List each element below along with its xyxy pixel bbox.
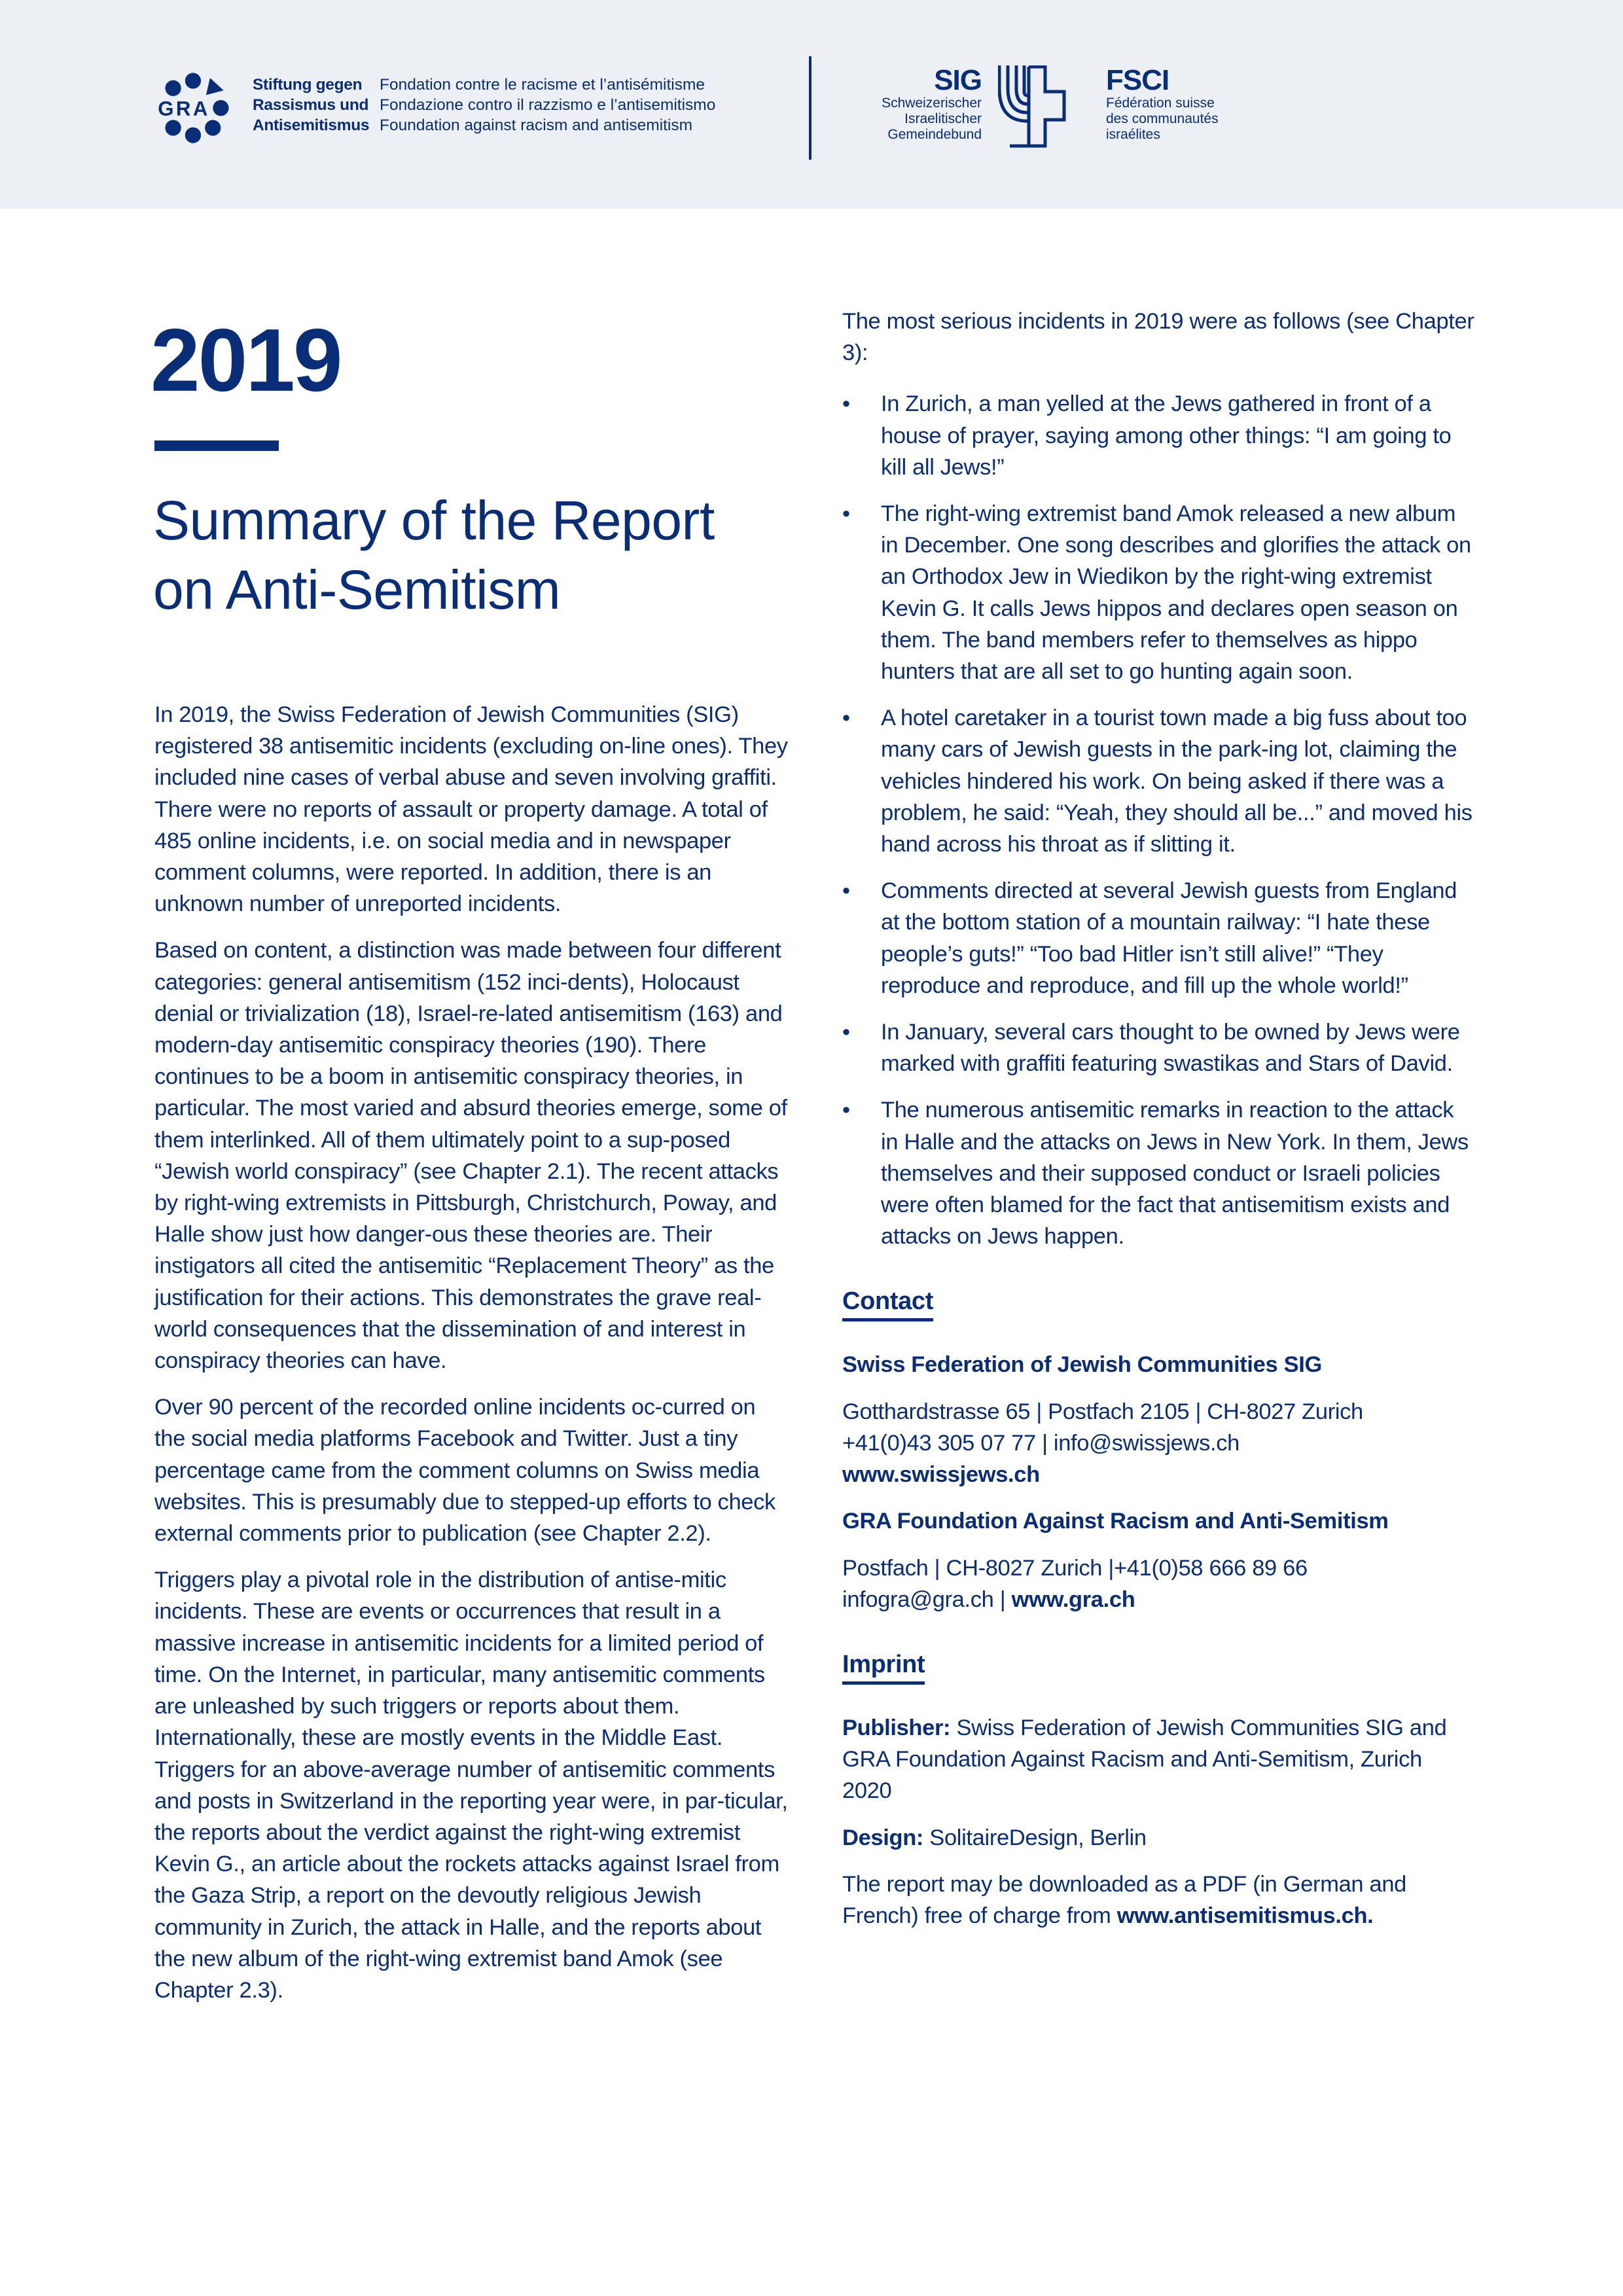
list-item-text: Comments directed at several Jewish guests from England at the bottom station of a mountain railway: “I hate these people’s guts!” “Too bad Hitler isn’t still alive!” “They reproduce and reproduce, and fill up the whole world!” (881, 878, 1457, 998)
bullet-icon: • (842, 391, 850, 417)
paragraph: Triggers play a pivotal role in the distribution of antise-mitic incidents. These are events or occurrences that result in a massive increase in antisemitic incidents for a limited period of time. On the Internet, in particular, many antisemitic comments are unleashed by such triggers or reports about them. Internationally, these are mostly events in the Middle East. Triggers for an above-average number of antisemitic comments and posts in Switzerland in the reporting year were, in par-ticular, the reports about the verdict against the right-wing extremist Kevin G., an article about the rockets attacks against Israel from the Gaza Strip, a report on the devoutly religious Jewish community in Zurich, the attack in Halle, and the reports about the new album of the right-wing extremist band Amok (see Chapter 2.3). (154, 1568, 788, 2003)
bullet-icon: • (842, 706, 850, 731)
bullet-icon: • (842, 501, 850, 527)
sig-sub-2: Israelitischer (904, 111, 982, 126)
sig-sub-3: Gemeindebund (887, 127, 982, 142)
list-item (842, 875, 1476, 1001)
sig-org-name: Swiss Federation of Jewish Communities SIG (842, 1352, 1322, 1378)
fsci-sub-1: Fédération suisse (1106, 96, 1215, 111)
list-item (842, 388, 1476, 483)
fsci-title: FSCI (1106, 64, 1169, 96)
title-rule (154, 440, 279, 451)
report-year: 2019 (151, 310, 341, 410)
paragraph: In 2019, the Swiss Federation of Jewish Communities (SIG) registered 38 antisemitic incidents (excluding on-line ones). They included nine cases of verbal abuse and seven involving graffiti. There were no reports of assault or property damage. A total of 485 online incidents, i.e. on social media and in newspaper comment columns, were reported. In addition, there is an unknown number of unreported incidents. (154, 702, 788, 917)
left-column (154, 699, 788, 2021)
list-item-text: In Zurich, a man yelled at the Jews gathered in front of a house of prayer, saying among other things: “I am going to kill all Jews!” (881, 391, 1452, 480)
gra-address-phone: Postfach | CH-8027 Zurich |+41(0)58 666 89 66 (842, 1555, 1308, 1581)
paragraph: Over 90 percent of the recorded online incidents oc-curred on the social media platforms Facebook and Twitter. Just a tiny percentage came from the comment columns on Swiss media websites. This is presumably due to stepped-up efforts to check external comments prior to publication (see Chapter 2.2). (154, 1395, 776, 1547)
gra-name-de-1: Stiftung gegen (253, 76, 363, 94)
list-item-text: In January, several cars thought to be owned by Jews were marked with graffiti featuring swastikas and Stars of David. (881, 1020, 1460, 1077)
list-item-text: The numerous antisemitic remarks in reaction to the attack in Halle and the attacks on Jews in New York. In them, Jews themselves and their supposed conduct or Israeli policies were often blamed for the fact that antisemitism exists and attacks on Jews happen. (881, 1098, 1469, 1249)
sig-logo-text (812, 65, 982, 143)
list-item-text: The right-wing extremist band Amok released a new album in December. One song describes and glorifies the attack on an Orthodox Jew in Wiedikon by the right-wing extremist Kevin G. It calls Jews hippos and declares open season on them. The band members refer to themselves as hippo hunters that are all set to go hunting again soon. (881, 501, 1471, 685)
list-item (842, 498, 1476, 687)
gra-org-name: GRA Foundation Against Racism and Anti-Semitism (842, 1509, 1389, 1534)
list-item (842, 1016, 1476, 1079)
sig-contact (842, 1396, 1476, 1491)
incident-list (842, 388, 1476, 1252)
sig-phone-email[interactable]: +41(0)43 305 07 77 | info@swissjews.ch (842, 1430, 1240, 1456)
design-label: Design: (842, 1825, 924, 1850)
fsci-sub-3: israélites (1106, 127, 1160, 142)
gra-logo-icon (154, 65, 240, 151)
gra-name-de-3: Antisemitismus (253, 117, 370, 134)
list-item (842, 1094, 1476, 1252)
fsci-logo-text (1106, 65, 1276, 143)
imprint-download (842, 1869, 1476, 1931)
bullet-icon: • (842, 878, 850, 904)
gra-names (253, 75, 369, 135)
sig-address: Gotthardstrasse 65 | Postfach 2105 | CH-8027 Zurich (842, 1399, 1363, 1424)
publisher-text: Swiss Federation of Jewish Communities SIG and GRA Foundation Against Racism and Anti-Semitism, Zurich 2020 (842, 1715, 1447, 1804)
gra-contact (842, 1552, 1476, 1615)
design-text: SolitaireDesign, Berlin (923, 1825, 1147, 1850)
sig-title: SIG (934, 64, 982, 96)
page-title (153, 486, 808, 624)
page-title-line-2: on Anti-Semitism (153, 559, 561, 620)
page-header (0, 0, 1623, 209)
svg-text:GRA: GRA (158, 97, 210, 120)
bullet-icon: • (842, 1020, 850, 1045)
list-item-text: A hotel caretaker in a tourist town made a big fuss about too many cars of Jewish guests in the park-ing lot, claiming the vehicles hindered his work. On being asked if there was a problem, he said: “Yeah, they should all be...” and moved his hand across his throat as if slitting it. (881, 706, 1472, 857)
download-text: The report may be downloaded as a PDF (in German and French) free of charge from (842, 1871, 1407, 1928)
download-link[interactable]: www.antisemitismus.ch. (1116, 1903, 1374, 1928)
publisher-label: Publisher: (842, 1715, 951, 1740)
imprint-heading: Imprint (842, 1650, 925, 1685)
gra-tagline-en: Foundation against racism and antisemitism (380, 117, 692, 134)
imprint-publisher (842, 1712, 1476, 1807)
list-item (842, 702, 1476, 860)
contact-heading: Contact (842, 1287, 933, 1321)
sig-website-link[interactable]: www.swissjews.ch (842, 1462, 1040, 1488)
incidents-intro: The most serious incidents in 2019 were as follows (see Chapter 3): (842, 309, 1474, 366)
sig-sub-1: Schweizerischer (882, 96, 982, 111)
gra-tagline (380, 75, 715, 135)
gra-name-de-2: Rassismus und (253, 96, 369, 114)
menorah-cross-icon (998, 65, 1070, 151)
imprint-design (842, 1822, 1476, 1854)
gra-website-link[interactable]: www.gra.ch (1011, 1587, 1135, 1612)
gra-email-link[interactable]: infogra@gra.ch | (842, 1587, 1012, 1612)
gra-tagline-it: Fondazione contro il razzismo e l’antisemitismo (380, 96, 716, 114)
gra-tagline-fr: Fondation contre le racisme et l’antisémitisme (380, 76, 705, 94)
paragraph: Based on content, a distinction was made between four different categories: general antisemitism (152 inci-dents), Holocaust denial or trivialization (18), Israel-re-lated antisemitism (163) and modern-day antisemitic conspiracy theories (190). There continues to be a boom in antisemitic conspiracy theories, in particular. The most varied and absurd theories emerge, some of them interlinked. All of them ultimately point to a sup-posed “Jewish world conspiracy” (see Chapter 2.1). The recent attacks by right-wing extremists in Pittsburgh, Christchurch, Poway, and Halle show just how danger-ous these theories are. Their instigators all cited the antisemitic “Replacement Theory” as the justification for their actions. This demonstrates the grave real-world consequences that the dissemination of and interest in conspiracy theories can have. (154, 938, 787, 1374)
right-column (842, 306, 1476, 1946)
bullet-icon: • (842, 1098, 850, 1123)
page-title-line-1: Summary of the Report (153, 490, 715, 551)
fsci-sub-2: des communautés (1106, 111, 1219, 126)
